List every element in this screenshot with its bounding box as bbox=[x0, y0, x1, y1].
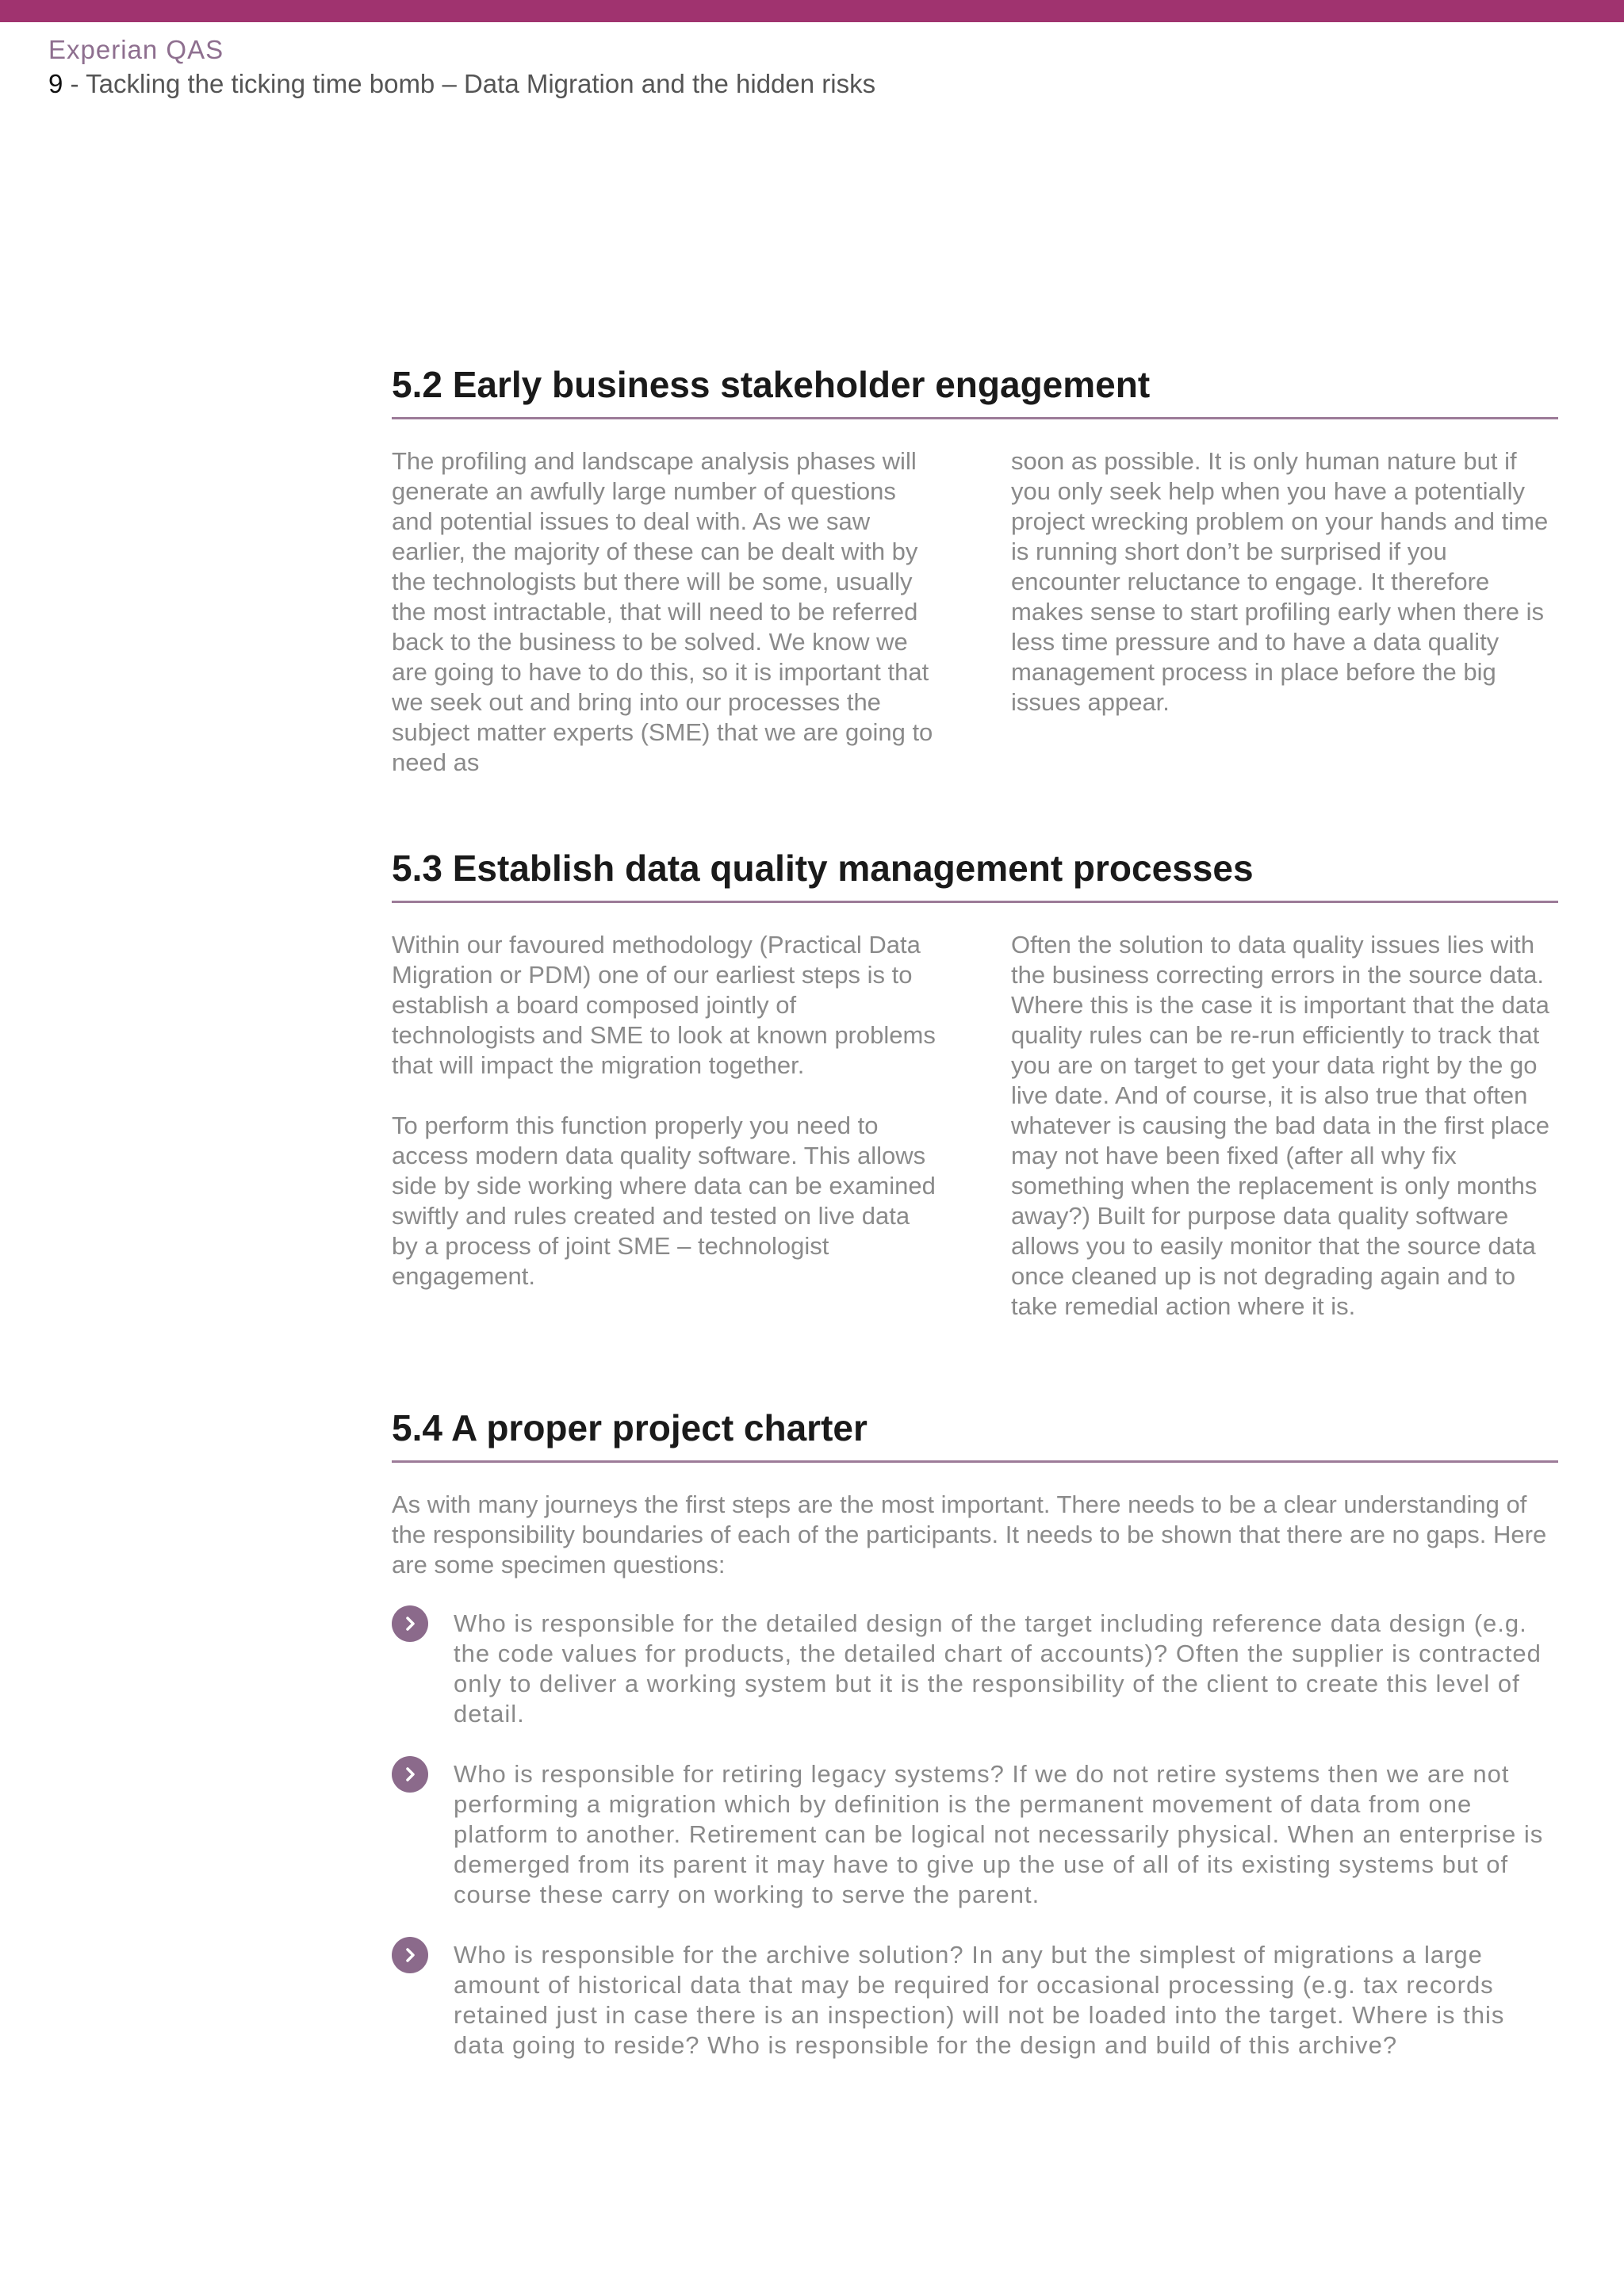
list-item bbox=[392, 1609, 1558, 1729]
section-5-2 bbox=[392, 363, 1558, 778]
section-heading: 5.2 Early business stakeholder engagement bbox=[392, 363, 1558, 419]
list-item-text: Who is responsible for the archive solution? In any but the simplest of migrations a large amount of historical data that may be required for occasional processing (e.g. tax records retained just in case there is an inspection) will not be loaded into the target. Where is this data going to reside? Who is responsible for the design and build of this archive? bbox=[454, 1941, 1505, 2059]
chevron-right-icon bbox=[392, 1937, 428, 1973]
left-column bbox=[392, 446, 939, 778]
section-5-4 bbox=[392, 1406, 1558, 2091]
top-accent-bar bbox=[0, 0, 1624, 22]
two-column-text bbox=[392, 930, 1558, 1322]
chevron-right-icon bbox=[392, 1605, 428, 1642]
section-heading: 5.3 Establish data quality management processes bbox=[392, 847, 1558, 903]
paragraph: To perform this function properly you need to access modern data quality software. This allows side by side working where data can be examined swiftly and rules created and tested on live data by a process of joint SME – technologist engagement. bbox=[392, 1112, 936, 1290]
list-item-text: Who is responsible for the detailed design of the target including reference data design (e.g. the code values for products, the detailed chart of accounts)? Often the supplier is contracted only to deliver a working system but it is the responsibility of the client to create this level of detail. bbox=[454, 1609, 1542, 1728]
chevron-right-icon bbox=[392, 1756, 428, 1793]
paragraph: Often the solution to data quality issues lies with the business correcting errors in the source data. Where this is the case it is important that the data quality rules can be re-run efficiently to track that you are on target to get your data right by the go live date. And of course, it is also true that often whatever is causing the bad data in the first place may not have been fixed (after all why fix something when the replacement is only months away?) Built for purpose data quality software allows you to easily monitor that the source data once cleaned up is not degrading again and to take remedial action where it is. bbox=[1011, 931, 1549, 1320]
question-list bbox=[392, 1609, 1558, 2061]
document-title bbox=[48, 69, 875, 99]
brand-name: Experian QAS bbox=[48, 35, 224, 64]
page-number: 9 bbox=[48, 69, 63, 98]
paragraph: The profiling and landscape analysis phases will generate an awfully large number of questions and potential issues to deal with. As we saw earlier, the majority of these can be dealt with by the technologists but there will be some, usually the most intractable, that will need to be referred back to the business to be solved. We know we are going to have to do this, so it is important that we seek out and bring into our processes the subject matter experts (SME) that we are going to need as bbox=[392, 447, 933, 776]
paragraph: Within our favoured methodology (Practical Data Migration or PDM) one of our earliest steps is to establish a board composed jointly of technologists and SME to look at known problems that will impact the migration together. bbox=[392, 931, 936, 1079]
document-title-text: - Tackling the ticking time bomb – Data Migration and the hidden risks bbox=[63, 69, 876, 98]
list-item bbox=[392, 1940, 1558, 2061]
right-column bbox=[1011, 446, 1558, 778]
list-item-text: Who is responsible for retiring legacy systems? If we do not retire systems then we are not performing a migration which by definition is the permanent movement of data from one platform to another. Retirement can be logical not necessarily physical. When an enterprise is demerged from its parent it may have to give up the use of all of its existing systems but of course these carry on working to serve the parent. bbox=[454, 1760, 1544, 1908]
list-item bbox=[392, 1759, 1558, 1910]
section-5-3 bbox=[392, 847, 1558, 1322]
right-column bbox=[1011, 930, 1558, 1322]
intro-paragraph: As with many journeys the first steps are the most important. There needs to be a clear understanding of the responsibility boundaries of each of the participants. It needs to be shown that there are no gaps. Here are some specimen questions: bbox=[392, 1490, 1547, 1578]
two-column-text bbox=[392, 446, 1558, 778]
section-heading: 5.4 A proper project charter bbox=[392, 1406, 1558, 1463]
paragraph: soon as possible. It is only human nature but if you only seek help when you have a potentially project wrecking problem on your hands and time is running short don’t be surprised if you encounter reluctance to engage. It therefore makes sense to start profiling early when there is less time pressure and to have a data quality management process in place before the big issues appear. bbox=[1011, 447, 1549, 716]
left-column bbox=[392, 930, 939, 1322]
